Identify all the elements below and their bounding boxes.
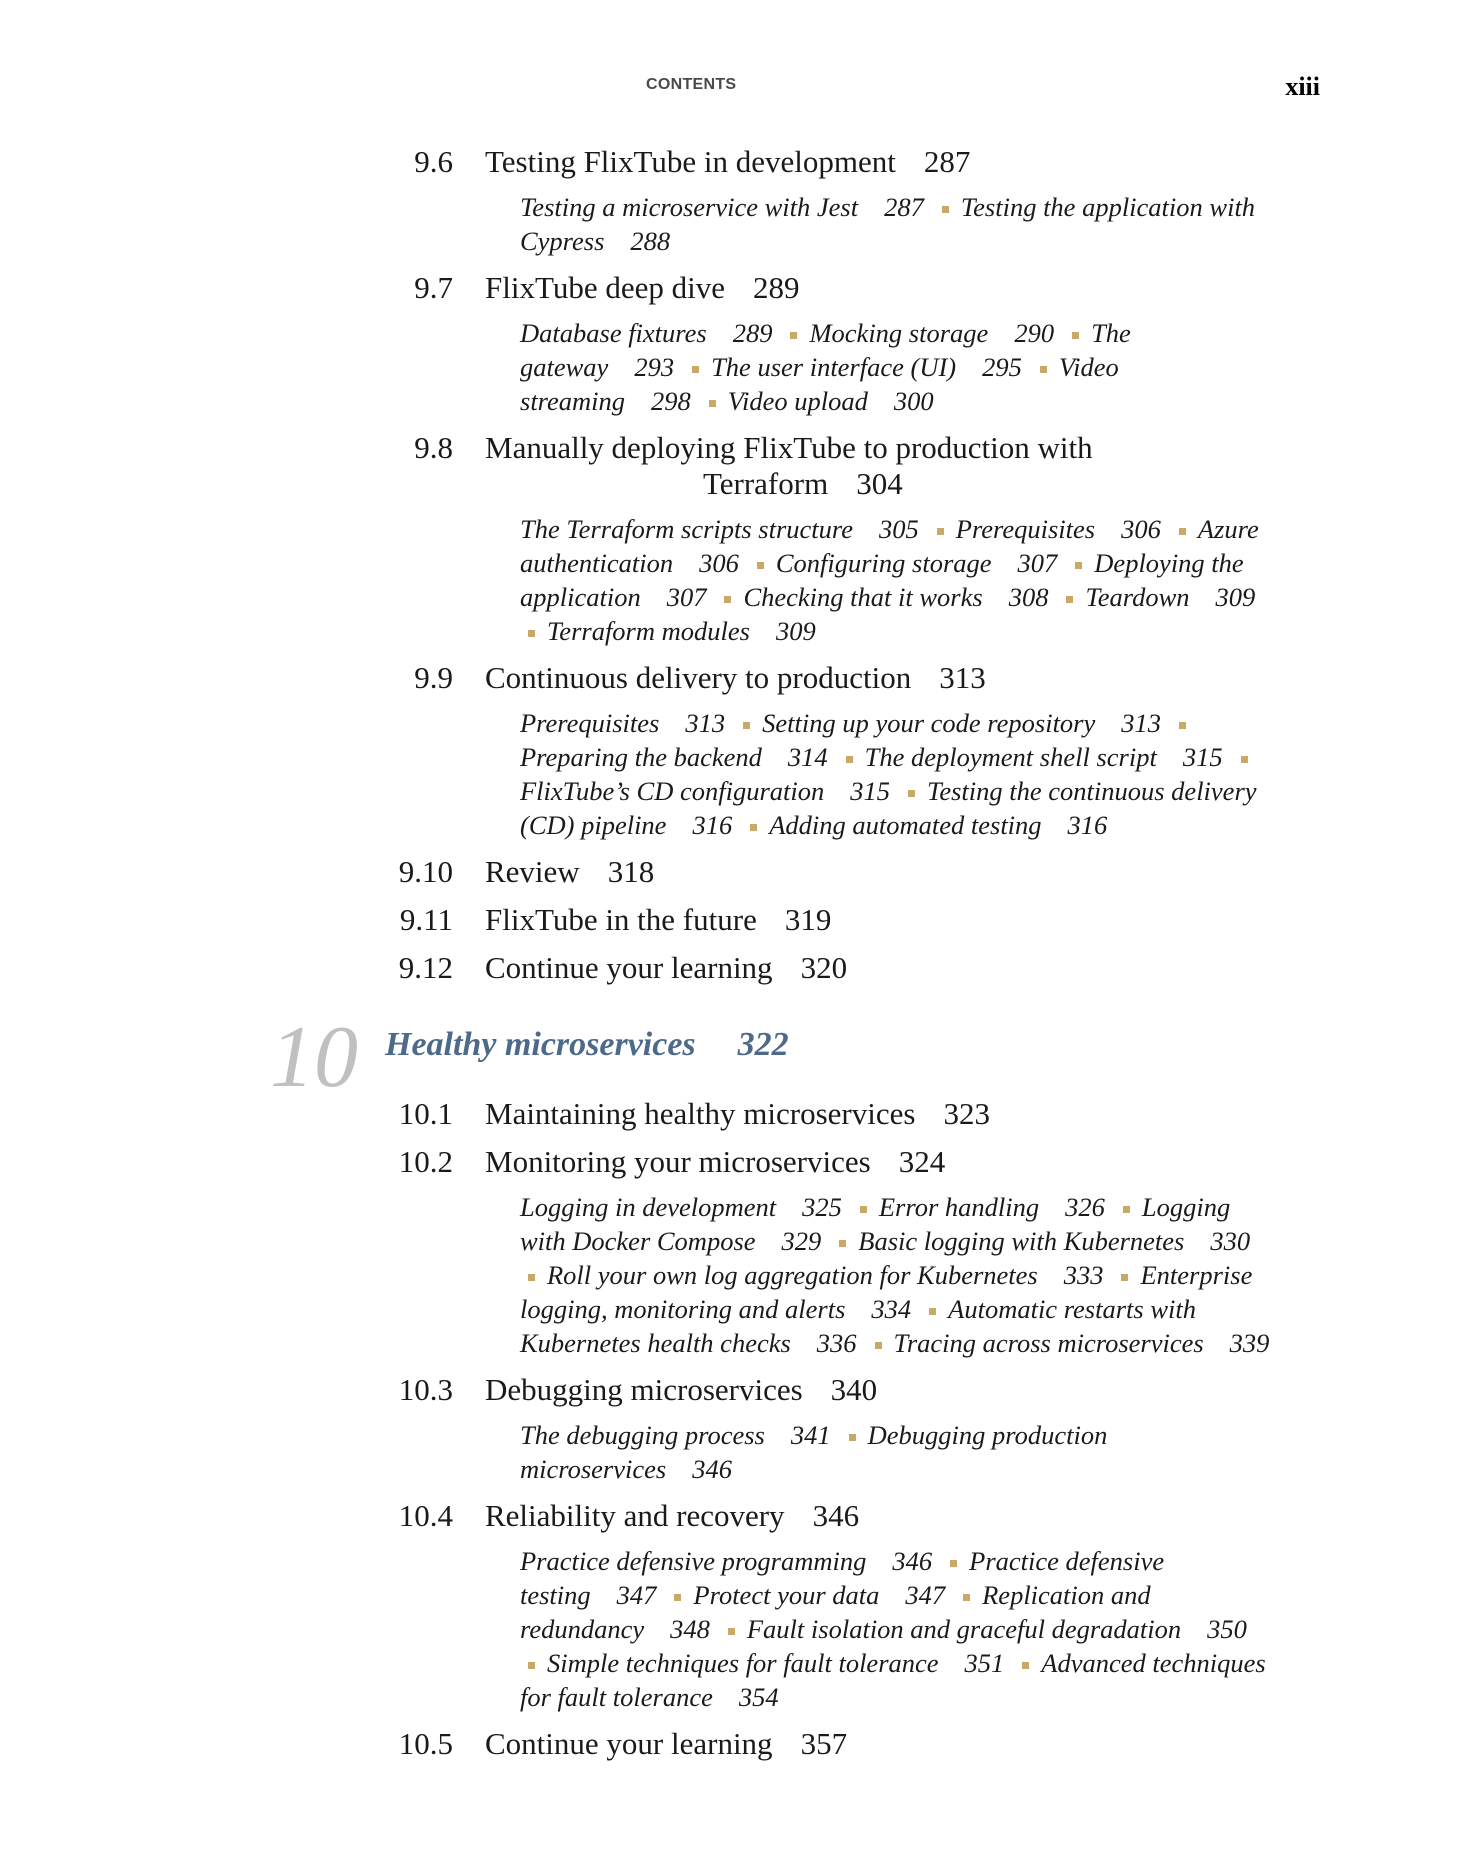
bullet-icon bbox=[1179, 528, 1186, 535]
bullet-icon bbox=[849, 1434, 856, 1441]
section-heading[interactable] bbox=[0, 1144, 1475, 1190]
bullet-icon bbox=[1123, 1206, 1130, 1213]
subsection-entry[interactable]: Deploying the application 307 bbox=[520, 548, 1244, 612]
subsection-entry[interactable]: Database fixtures 289 bbox=[520, 318, 773, 348]
subsection-entry[interactable]: Enterprise logging, monitoring and alerts 334 bbox=[520, 1260, 1253, 1324]
bullet-icon bbox=[709, 400, 716, 407]
subsection-page: 329 bbox=[781, 1226, 822, 1256]
bullet-icon bbox=[1040, 366, 1047, 373]
section-page: 304 bbox=[856, 466, 903, 501]
toc-section bbox=[0, 902, 1475, 950]
chapter-number: 10 bbox=[270, 1009, 358, 1106]
subsection-entry[interactable]: Terraform modules 309 bbox=[547, 616, 816, 646]
subsection-page: 330 bbox=[1210, 1226, 1251, 1256]
section-page: 318 bbox=[607, 854, 655, 889]
section-title: Maintaining healthy microservices 323 bbox=[485, 1096, 990, 1131]
subsection-list bbox=[520, 1544, 1280, 1726]
bullet-icon bbox=[937, 528, 944, 535]
bullet-icon bbox=[1179, 722, 1186, 729]
subsection-page: 347 bbox=[616, 1580, 657, 1610]
subsection-page: 314 bbox=[787, 742, 828, 772]
section-title: Review 318 bbox=[485, 854, 655, 889]
section-title: FlixTube in the future 319 bbox=[485, 902, 832, 937]
section-heading[interactable] bbox=[0, 660, 1475, 706]
toc-section bbox=[0, 430, 1475, 660]
section-number: 9.12 bbox=[398, 950, 453, 985]
toc-section bbox=[0, 950, 1475, 998]
subsection-entry[interactable]: Protect your data 347 bbox=[693, 1580, 946, 1610]
bullet-icon bbox=[929, 1308, 936, 1315]
subsection-entry[interactable]: Mocking storage 290 bbox=[809, 318, 1055, 348]
subsection-page: 313 bbox=[1121, 708, 1162, 738]
subsection-page: 313 bbox=[685, 708, 726, 738]
subsection-page: 334 bbox=[871, 1294, 912, 1324]
toc-section bbox=[0, 270, 1475, 430]
section-heading[interactable] bbox=[0, 902, 1475, 950]
section-number: 9.9 bbox=[414, 660, 453, 695]
bullet-icon bbox=[750, 824, 757, 831]
subsection-entry[interactable]: Testing a microservice with Jest 287 bbox=[520, 192, 924, 222]
subsection-entry[interactable]: The debugging process 341 bbox=[520, 1420, 831, 1450]
subsection-entry[interactable]: Debugging production microservices 346 bbox=[520, 1420, 1108, 1484]
section-page: 340 bbox=[830, 1372, 878, 1407]
subsection-page: 354 bbox=[738, 1682, 779, 1712]
subsection-list bbox=[520, 316, 1280, 430]
subsection-entry[interactable]: Teardown 309 bbox=[1085, 582, 1256, 612]
subsection-entry[interactable]: Practice defensive programming 346 bbox=[520, 1546, 933, 1576]
bullet-icon bbox=[1075, 562, 1082, 569]
subsection-page: 289 bbox=[732, 318, 773, 348]
bullet-icon bbox=[528, 1662, 535, 1669]
section-number: 9.7 bbox=[414, 270, 453, 305]
subsection-page: 300 bbox=[893, 386, 934, 416]
subsection-entry[interactable]: Configuring storage 307 bbox=[775, 548, 1058, 578]
section-title: Monitoring your microservices 324 bbox=[485, 1144, 946, 1179]
subsection-entry[interactable]: Logging in development 325 bbox=[520, 1192, 842, 1222]
section-heading[interactable] bbox=[0, 1372, 1475, 1418]
section-heading[interactable] bbox=[0, 430, 1475, 512]
subsection-page: 305 bbox=[879, 514, 919, 544]
bullet-icon bbox=[950, 1560, 957, 1567]
subsection-page: 287 bbox=[884, 192, 924, 222]
bullet-icon bbox=[860, 1206, 867, 1213]
section-title: Testing FlixTube in development 287 bbox=[485, 144, 971, 179]
section-title: Continue your learning 357 bbox=[485, 1726, 848, 1761]
subsection-page: 293 bbox=[634, 352, 675, 382]
section-page: 287 bbox=[923, 144, 971, 179]
subsection-page: 341 bbox=[790, 1420, 831, 1450]
subsection-entry[interactable]: Advanced techniques for fault tolerance 354 bbox=[520, 1648, 1266, 1712]
subsection-page: 315 bbox=[850, 776, 891, 806]
subsection-page: 346 bbox=[692, 1454, 732, 1484]
section-page: 323 bbox=[943, 1096, 990, 1131]
bullet-icon bbox=[875, 1342, 882, 1349]
subsection-entry[interactable]: The user interface (UI) 295 bbox=[711, 352, 1022, 382]
toc-section bbox=[0, 1144, 1475, 1372]
subsection-entry[interactable]: The gateway 293 bbox=[520, 318, 1131, 382]
subsection-page: 336 bbox=[816, 1328, 857, 1358]
subsection-page: 339 bbox=[1229, 1328, 1270, 1358]
subsection-entry[interactable]: The Terraform scripts structure 305 bbox=[520, 514, 919, 544]
toc-section bbox=[0, 1372, 1475, 1498]
subsection-entry[interactable]: Preparing the backend 314 bbox=[520, 742, 828, 772]
subsection-entry[interactable]: Testing the continuous delivery (CD) pipeline 316 bbox=[520, 776, 1257, 840]
subsection-page: 316 bbox=[692, 810, 733, 840]
section-number: 10.5 bbox=[398, 1726, 453, 1761]
subsection-entry[interactable]: Roll your own log aggregation for Kubernetes 333 bbox=[547, 1260, 1104, 1290]
toc-section bbox=[0, 854, 1475, 902]
subsection-entry[interactable]: Video streaming 298 bbox=[520, 352, 1119, 416]
section-number: 9.10 bbox=[398, 854, 453, 889]
section-number: 10.3 bbox=[398, 1372, 453, 1407]
subsection-page: 308 bbox=[1008, 582, 1049, 612]
toc-section bbox=[0, 1498, 1475, 1726]
section-number: 10.1 bbox=[398, 1096, 453, 1131]
subsection-page: 350 bbox=[1207, 1614, 1247, 1644]
running-title: CONTENTS bbox=[646, 76, 737, 93]
section-number: 9.8 bbox=[414, 430, 453, 465]
section-title: Continue your learning 320 bbox=[485, 950, 848, 985]
bullet-icon bbox=[757, 562, 764, 569]
table-of-contents bbox=[0, 144, 1475, 1774]
section-heading[interactable] bbox=[0, 1096, 1475, 1144]
subsection-entry[interactable]: Prerequisites 306 bbox=[955, 514, 1161, 544]
subsection-entry[interactable]: Video upload 300 bbox=[727, 386, 934, 416]
bullet-icon bbox=[743, 722, 750, 729]
subsection-list bbox=[520, 706, 1280, 854]
section-page: 357 bbox=[800, 1726, 848, 1761]
toc-section bbox=[0, 1726, 1475, 1774]
subsection-page: 307 bbox=[666, 582, 707, 612]
toc-chapter-10-sections bbox=[0, 1096, 1475, 1774]
toc-section bbox=[0, 144, 1475, 270]
subsection-entry[interactable]: Basic logging with Kubernetes 330 bbox=[858, 1226, 1251, 1256]
subsection-entry[interactable]: Setting up your code repository 313 bbox=[762, 708, 1162, 738]
bullet-icon bbox=[1241, 756, 1248, 763]
subsection-page: 346 bbox=[892, 1546, 933, 1576]
toc-chapter-9-sections bbox=[0, 144, 1475, 998]
subsection-entry[interactable]: Testing the application with Cypress 288 bbox=[520, 192, 1256, 256]
section-title: Manually deploying FlixTube to production with Terraform 304 bbox=[485, 430, 1093, 501]
subsection-page: 298 bbox=[651, 386, 691, 416]
subsection-list bbox=[520, 512, 1280, 660]
subsection-page: 326 bbox=[1065, 1192, 1105, 1222]
subsection-entry[interactable]: The deployment shell script 315 bbox=[864, 742, 1223, 772]
bullet-icon bbox=[790, 332, 797, 339]
section-heading[interactable] bbox=[0, 1498, 1475, 1544]
section-title: Continuous delivery to production 313 bbox=[485, 660, 986, 695]
subsection-list bbox=[520, 1190, 1280, 1372]
section-page: 346 bbox=[812, 1498, 860, 1533]
bullet-icon bbox=[908, 790, 915, 797]
subsection-page: 290 bbox=[1014, 318, 1055, 348]
section-page: 320 bbox=[800, 950, 848, 985]
toc-section bbox=[0, 660, 1475, 854]
section-heading[interactable] bbox=[0, 1726, 1475, 1774]
section-page: 289 bbox=[752, 270, 800, 305]
subsection-page: 309 bbox=[775, 616, 816, 646]
bullet-icon bbox=[674, 1594, 681, 1601]
bullet-icon bbox=[692, 366, 699, 373]
running-head bbox=[0, 72, 1384, 106]
subsection-entry[interactable]: Prerequisites 313 bbox=[520, 708, 726, 738]
chapter-heading[interactable] bbox=[0, 1009, 1475, 1106]
subsection-entry[interactable]: Practice defensive testing 347 bbox=[520, 1546, 1165, 1610]
section-heading[interactable] bbox=[0, 950, 1475, 998]
subsection-entry[interactable]: FlixTube’s CD configuration 315 bbox=[520, 776, 891, 806]
section-page: 324 bbox=[898, 1144, 946, 1179]
chapter-title: Healthy microservices 322 bbox=[385, 1026, 789, 1063]
bullet-icon bbox=[963, 1594, 970, 1601]
subsection-entry[interactable]: Automatic restarts with Kubernetes health checks 336 bbox=[520, 1294, 1196, 1358]
section-number: 10.2 bbox=[398, 1144, 453, 1179]
section-number: 10.4 bbox=[398, 1498, 453, 1533]
section-heading[interactable] bbox=[0, 270, 1475, 316]
bullet-icon bbox=[1066, 596, 1073, 603]
bullet-icon bbox=[1022, 1662, 1029, 1669]
subsection-entry[interactable]: Error handling 326 bbox=[878, 1192, 1105, 1222]
subsection-page: 315 bbox=[1182, 742, 1223, 772]
subsection-entry[interactable]: Azure authentication 306 bbox=[520, 514, 1259, 578]
section-heading[interactable] bbox=[0, 144, 1475, 190]
bullet-icon bbox=[728, 1628, 735, 1635]
subsection-entry[interactable]: Adding automated testing 316 bbox=[769, 810, 1108, 840]
bullet-icon bbox=[839, 1240, 846, 1247]
subsection-page: 348 bbox=[670, 1614, 710, 1644]
chapter-page: 322 bbox=[737, 1026, 789, 1063]
subsection-entry[interactable]: Simple techniques for fault tolerance 351 bbox=[547, 1648, 1005, 1678]
bullet-icon bbox=[1072, 332, 1079, 339]
section-title: Reliability and recovery 346 bbox=[485, 1498, 860, 1533]
subsection-page: 295 bbox=[982, 352, 1022, 382]
subsection-page: 288 bbox=[630, 226, 671, 256]
bullet-icon bbox=[528, 1274, 535, 1281]
bullet-icon bbox=[1121, 1274, 1128, 1281]
subsection-page: 347 bbox=[905, 1580, 946, 1610]
section-title: FlixTube deep dive 289 bbox=[485, 270, 800, 305]
bullet-icon bbox=[724, 596, 731, 603]
bullet-icon bbox=[942, 206, 949, 213]
subsection-entry[interactable]: Checking that it works 308 bbox=[743, 582, 1049, 612]
subsection-page: 307 bbox=[1017, 548, 1058, 578]
subsection-page: 351 bbox=[964, 1648, 1005, 1678]
subsection-entry[interactable]: Fault isolation and graceful degradation 350 bbox=[746, 1614, 1247, 1644]
section-heading[interactable] bbox=[0, 854, 1475, 902]
page-number: xiii bbox=[1285, 72, 1320, 101]
subsection-page: 306 bbox=[1121, 514, 1161, 544]
subsection-list bbox=[520, 1418, 1280, 1498]
subsection-page: 316 bbox=[1067, 810, 1108, 840]
subsection-entry[interactable]: Tracing across microservices 339 bbox=[893, 1328, 1270, 1358]
subsection-page: 333 bbox=[1063, 1260, 1104, 1290]
subsection-page: 306 bbox=[699, 548, 739, 578]
bullet-icon bbox=[846, 756, 853, 763]
bullet-icon bbox=[528, 630, 535, 637]
subsection-page: 325 bbox=[802, 1192, 842, 1222]
subsection-entry[interactable]: Replication and redundancy 348 bbox=[520, 1580, 1151, 1644]
section-page: 319 bbox=[784, 902, 832, 937]
subsection-page: 309 bbox=[1215, 582, 1256, 612]
section-page: 313 bbox=[939, 660, 986, 695]
subsection-entry[interactable]: Logging with Docker Compose 329 bbox=[520, 1192, 1231, 1256]
toc-section bbox=[0, 1096, 1475, 1144]
section-number: 9.11 bbox=[399, 902, 453, 937]
section-title: Debugging microservices 340 bbox=[485, 1372, 878, 1407]
subsection-list bbox=[520, 190, 1280, 270]
section-number: 9.6 bbox=[414, 144, 453, 179]
